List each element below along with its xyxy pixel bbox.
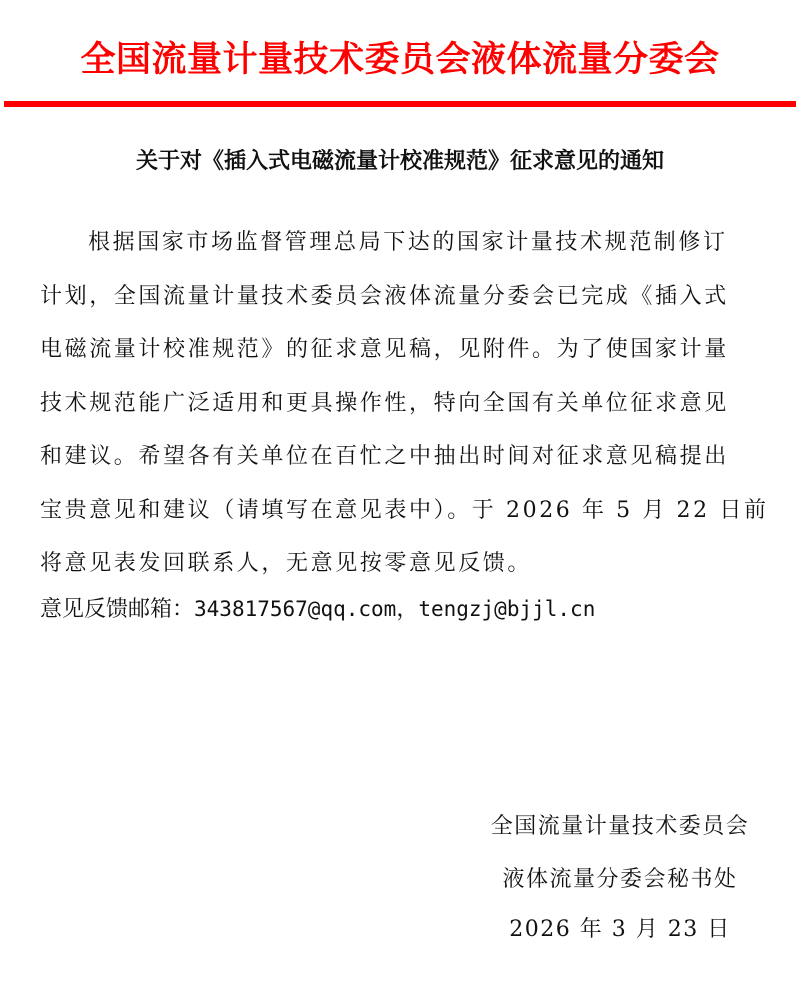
notice-title: 关于对《插入式电磁流量计校准规范》征求意见的通知 [135, 149, 664, 174]
body-line: 宝贵意见和建议（请填写在意见表中）。于 2026 年 5 月 22 日前 [40, 497, 769, 523]
signature-date: 2026 年 3 月 23 日 [509, 917, 731, 942]
signature-org-line-1: 全国流量计量技术委员会 [490, 814, 750, 839]
signature-org-line-2: 液体流量分委会秘书处 [502, 867, 738, 892]
feedback-contact [40, 592, 595, 627]
document-header [0, 0, 800, 120]
body-line: 将意见表发回联系人，无意见按零意见反馈。 [40, 551, 533, 576]
email-link-qq[interactable]: 343817567@qq.com [194, 597, 397, 621]
body-line: 计划，全国流量计量技术委员会液体流量分委会已完成《插入式 [40, 283, 729, 309]
body-line: 电磁流量计校准规范》的征求意见稿，见附件。为了使国家计量 [40, 337, 729, 362]
red-header-rule [4, 101, 796, 107]
email-link-bjjl[interactable]: tengzj@bjjl.cn [418, 597, 596, 621]
notice-body [40, 216, 769, 591]
organization-title: 全国流量计量技术委员会液体流量分委会 [80, 40, 720, 80]
body-line: 和建议。希望各有关单位在百忙之中抽出时间对征求意见稿提出 [40, 444, 729, 469]
email-separator: ， [396, 597, 419, 622]
contact-label: 意见反馈邮箱： [40, 597, 195, 622]
body-line: 根据国家市场监督管理总局下达的国家计量技术规范制修订 [88, 230, 728, 255]
body-line: 技术规范能广泛适用和更具操作性，特向全国有关单位征求意见 [40, 390, 729, 416]
